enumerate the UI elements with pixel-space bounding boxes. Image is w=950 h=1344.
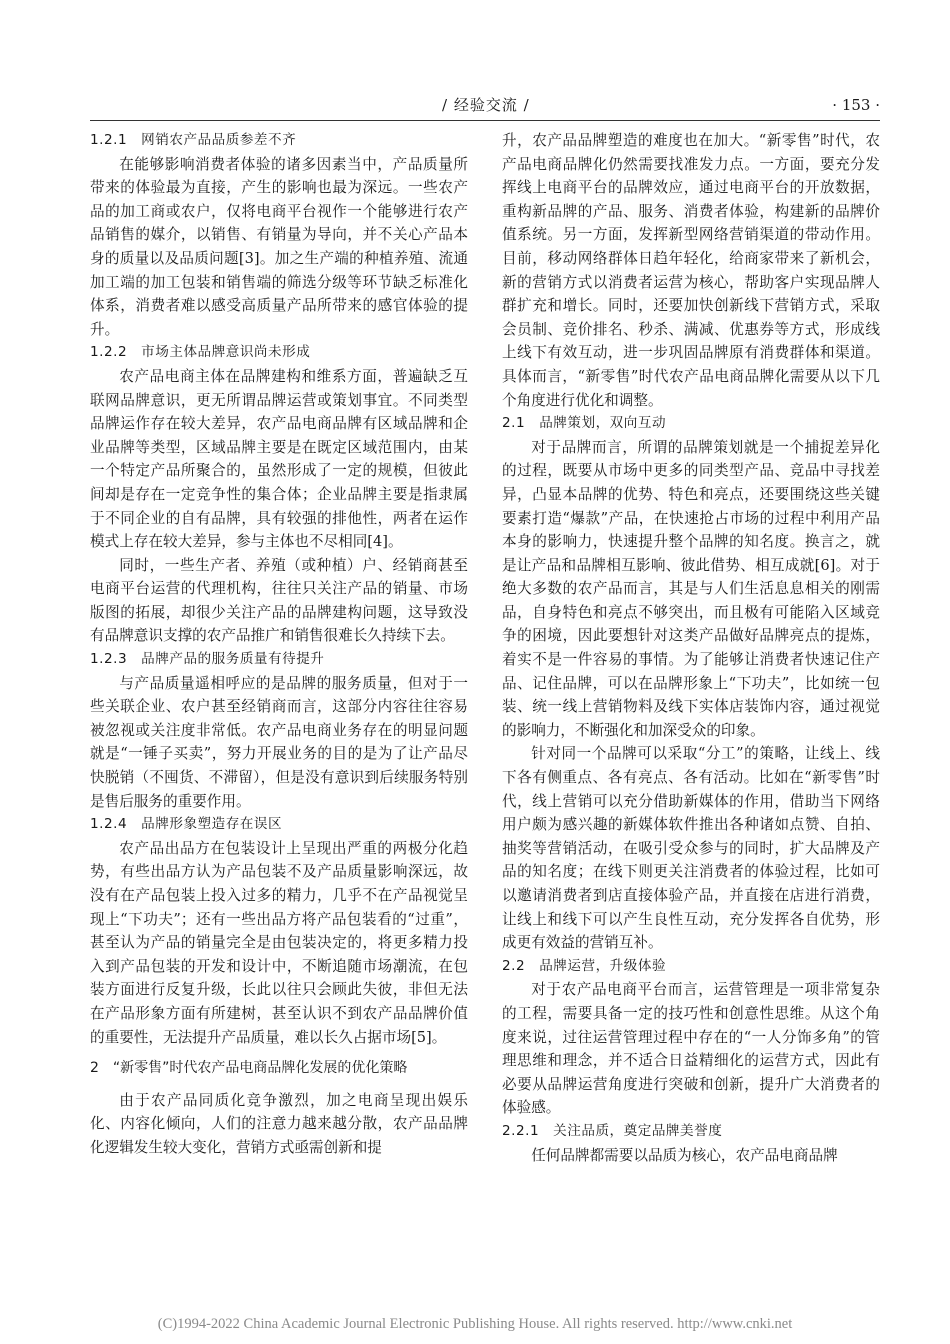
header-rule [90, 120, 880, 121]
paragraph: 升，农产品品牌塑造的难度也在加大。“新零售”时代，农产品电商品牌化仍然需要找准发力点。一方面，要充分发挥线上电商平台的品牌效应，通过电商平台的开放数据，重构新品牌的产品、服务、消费者体验，构建新的品牌价值系统。另一方面，发挥新型网络营销渠道的带动作用。目前，移动网络群体日趋年轻化，给商家带来了新机会，新的营销方式以消费者运营为核心，帮助客户实现品牌人群扩充和增长。同时，还要加快创新线下营销方式，采取会员制、竞价排名、秒杀、满减、优惠券等方式，形成线上线下有效互动，进一步巩固品牌原有消费群体和渠道。具体而言，“新零售”时代农产品电商品牌化需要从以下几个角度进行优化和调整。 [502, 132, 880, 409]
paragraph: 在能够影响消费者体验的诸多因素当中，产品质量所带来的体验最为直接，产生的影响也最为深远。一些农产品的加工商或农户，仅将电商平台视作一个能够进行农产品销售的媒介，以销售、有销量为导向，并不关心产品本身的质量以及品质问题[3]。加之生产端的种植养殖、流通加工端的加工包装和销售端的筛选分级等环节缺乏标准化体系，消费者难以感受高质量产品所带来的感官体验的提升。 [90, 155, 468, 338]
paragraph: 与产品质量遥相呼应的是品牌的服务质量，但对于一些关联企业、农户甚至经销商而言，这部分内容往往容易被忽视或关注度非常低。农产品电商业务存在的明显问题就是“一锤子买卖”，努力开展业务的目的是为了让产品尽快脱销（不囤货、不滞留），但是没有意识到后续服务特别是售后服务的重要作用。 [90, 674, 468, 810]
paragraph: 任何品牌都需要以品质为核心，农产品电商品牌 [531, 1146, 838, 1164]
paragraph: 由于农产品同质化竞争激烈，加之电商呈现出娱乐化、内容化倾向，人们的注意力越来越分散，农产品品牌化逻辑发生较大变化，营销方式亟需创新和提 [90, 1091, 468, 1156]
page-number: · 153 · [832, 96, 880, 114]
paragraph: 对于农产品电商平台而言，运营管理是一项非常复杂的工程，需要具备一定的技巧性和创意性思维。从这个角度来说，过往运营管理过程中存在的“一人分饰多角”的管理思维和理念，并不适合日益精细化的运营方式，因此有必要从品牌运营角度进行突破和创新，提升广大消费者的体验感。 [502, 981, 880, 1117]
heading-2: 2 “新零售”时代农产品电商品牌化发展的优化策略 [90, 1060, 408, 1077]
right-column [502, 129, 880, 1167]
heading-1-2-2: 1.2.2 市场主体品牌意识尚未形成 [90, 344, 311, 361]
left-column [90, 129, 468, 1160]
heading-2-2: 2.2 品牌运营，升级体验 [502, 957, 667, 974]
heading-2-2-1: 2.2.1 关注品质，奠定品牌美誉度 [502, 1122, 723, 1139]
paragraph: 农产品出品方在包装设计上呈现出严重的两极分化趋势，有些出品方认为产品包装不及产品质量影响深远，故没有在产品包装上投入过多的精力，几乎不在产品视觉呈现上“下功夫”；还有一些出品方将产品包装看的“过重”，甚至认为产品的销量完全是由包装决定的，将更多精力投入到产品包装的开发和设计中，不断追随市场潮流，在包装方面进行反复升级，长此以往只会顾此失彼，非但无法在产品形象方面有所建树，甚至认识不到农产品品牌价值的重要性，无法提升产品质量，难以长久占据市场[5]。 [90, 839, 468, 1046]
section-label: / 经验交流 / [442, 96, 530, 114]
heading-1-2-3: 1.2.3 品牌产品的服务质量有待提升 [90, 651, 325, 668]
paragraph: 对于品牌而言，所谓的品牌策划就是一个捕捉差异化的过程，既要从市场中更多的同类型产品、竞品中寻找差异，凸显本品牌的优势、特色和亮点，还要围绕这些关键要素打造“爆款”产品，在快速抢占市场的过程中利用产品本身的影响力，快速提升整个品牌的知名度。换言之，就是让产品和品牌相互影响、彼此借势、相互成就[6]。对于绝大多数的农产品而言，其是与人们生活息息相关的刚需品，自身特色和亮点不够突出，而且极有可能陷入区域竞争的困境，因此要想针对这类产品做好品牌亮点的提炼，着实不是一件容易的事情。为了能够让消费者快速记住产品、记住品牌，可以在品牌形象上“下功夫”，比如统一包装、统一线上营销物料及线下实体店装饰内容，通过视觉的影响力，不断强化和加深受众的印象。 [502, 438, 880, 739]
copyright-footer: (C)1994-2022 China Academic Journal Electronic Publishing House. All rights reserved. http://www.cnki.net [157, 1316, 793, 1332]
paragraph: 针对同一个品牌可以采取“分工”的策略，让线上、线下各有侧重点、各有亮点、各有活动。比如在“新零售”时代，线上营销可以充分借助新媒体的作用，借助当下网络用户颇为感兴趣的新媒体软件推出各种诸如点赞、自拍、抽奖等营销活动，在吸引受众参与的同时，扩大品牌及产品的知名度；在线下则更关注消费者的体验过程，比如可以邀请消费者到店直接体验产品，并直接在店进行消费，让线上和线下可以产生良性互动，充分发挥各自优势，形成更有效益的营销互补。 [502, 745, 880, 952]
paragraph: 农产品电商主体在品牌建构和维系方面，普遍缺乏互联网品牌意识，更无所谓品牌运营或策划事宜。不同类型品牌运作存在较大差异，农产品电商品牌有区域品牌和企业品牌等类型，区域品牌主要是在既定区域范围内，由某一个特定产品所聚合的，虽然形成了一定的规模，但彼此间却是存在一定竞争性的集合体；企业品牌主要是指隶属于不同企业的自有品牌，具有较强的排他性，两者在运作模式上存在较大差异，参与主体也不尽相同[4]。 [90, 367, 468, 551]
heading-1-2-1: 1.2.1 网销农产品品质参差不齐 [90, 132, 297, 148]
paragraph: 同时，一些生产者、养殖（或种植）户、经销商甚至电商平台运营的代理机构，往往只关注产品的销量、市场版图的拓展，却很少关注产品的品牌建构问题，这导致没有品牌意识支撑的农产品推广和销售很难长久持续下去。 [90, 556, 468, 645]
heading-2-1: 2.1 品牌策划，双向互动 [502, 415, 667, 432]
page-header [90, 95, 880, 117]
heading-1-2-4: 1.2.4 品牌形象塑造存在误区 [90, 816, 283, 833]
